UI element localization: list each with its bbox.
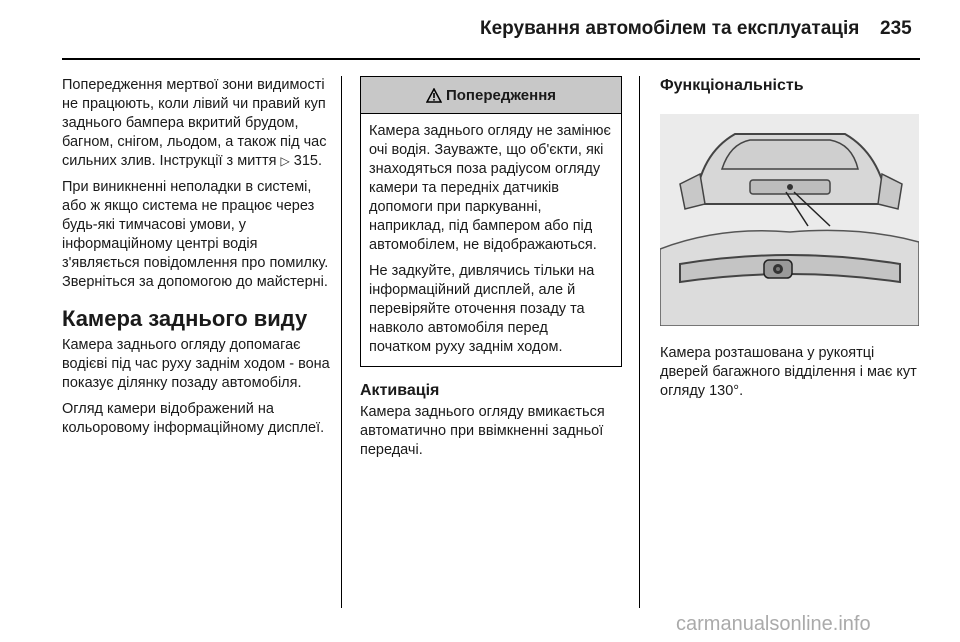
paragraph-activation: Камера заднього огляду вмикається автоматично при ввімкненні задньої передачі. xyxy=(360,404,605,458)
warning-body xyxy=(361,114,621,366)
right-column xyxy=(660,76,922,408)
section-heading-rear-camera: Камера заднього виду xyxy=(62,306,308,331)
header-title: Керування автомобілем та експлуатація xyxy=(480,18,860,39)
warning-paragraph-1: Камера заднього огляду не замінює очі водія. Зауважте, що об'єкти, які знаходяться поза радіусом огляду камери та передніх датчиків допомоги при паркуванні, наприклад, під бампером або під автомобілем, не відображаються. xyxy=(369,123,611,253)
warning-triangle-icon xyxy=(426,88,442,103)
left-column xyxy=(62,76,332,445)
column-divider-right xyxy=(639,76,640,608)
column-divider-left xyxy=(341,76,342,608)
middle-column xyxy=(360,76,622,467)
warning-header xyxy=(361,77,621,114)
paragraph-camera-purpose: Камера заднього огляду допомагає водієві під час руху заднім ходом - вона показує ділянку позаду автомобіля. xyxy=(62,337,330,391)
paragraph-blind-spot xyxy=(62,76,332,171)
paragraph-blind-spot-text: Попередження мертвої зони видимості не працюють, коли лівий чи правий куп заднього бампера вкритий брудом, багном, снігом, льодом, а також під час сильних злив. Інструкції з миття xyxy=(62,77,327,169)
page-reference-link[interactable]: 315. xyxy=(293,153,322,169)
camera-caption: Камера розташована у рукоятці дверей багажного відділення і має кут огляду 130°. xyxy=(660,345,917,399)
page-number: 235 xyxy=(880,18,912,39)
paragraph-camera-display: Огляд камери відображений на кольоровому інформаційному дисплеї. xyxy=(62,401,325,436)
watermark: carmanualsonline.info xyxy=(676,613,871,635)
rear-camera-illustration xyxy=(660,114,919,326)
reference-arrow-icon: ▷ xyxy=(280,154,290,168)
warning-title: Попередження xyxy=(445,86,557,104)
sub-heading-functionality: Функціональність xyxy=(660,77,804,94)
sub-heading-activation: Активація xyxy=(360,382,440,399)
header-rule xyxy=(62,58,920,60)
paragraph-malfunction: При виникненні неполадки в системі, або ж якщо система не працює через будь-які тимчасові умови, у інформаційному центрі водія з'являється повідомлення про помилку. Зверніться за допомогою до майстерні. xyxy=(62,179,329,290)
warning-box xyxy=(360,76,622,367)
warning-paragraph-2: Не задкуйте, дивлячись тільки на інформаційний дисплей, але й перевіряйте оточення позаду та навколо автомобіля перед початком руху заднім ходом. xyxy=(369,263,595,355)
